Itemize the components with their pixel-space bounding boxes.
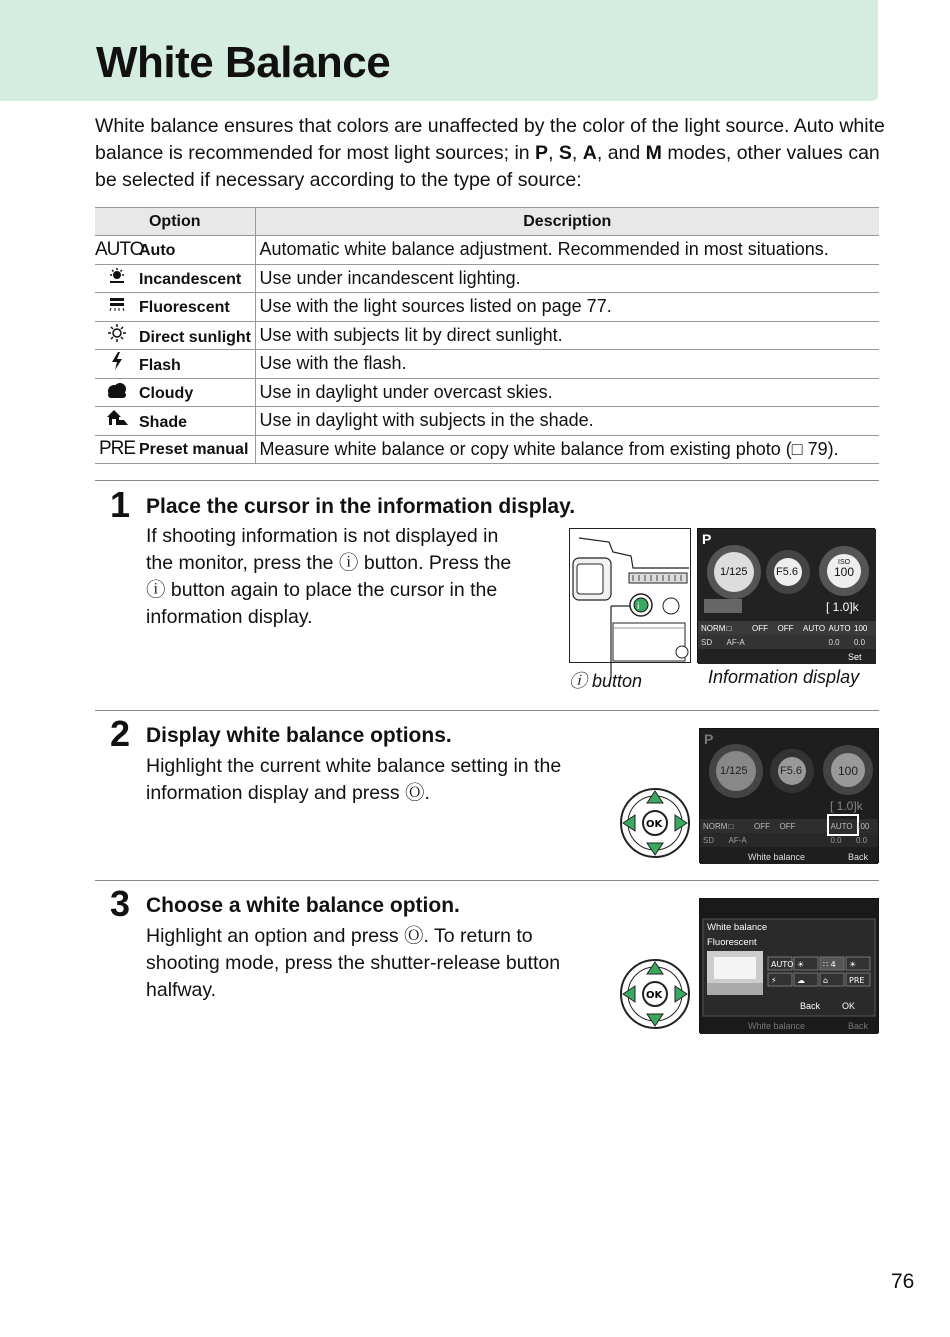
mode-letter: P [702,531,712,547]
svg-text:White balance: White balance [748,1021,806,1031]
svg-text:1/125: 1/125 [720,566,748,578]
info-display-screen [697,528,875,663]
step-body-line: the monitor, press the ⓘ button. Press the [146,552,512,574]
description-cell: Use with the flash. [255,350,879,379]
description-cell: Automatic white balance adjustment. Recommended in most situations. [255,236,879,265]
svg-text:OK: OK [842,1001,856,1011]
wb-option-label: ⌂ [823,976,829,985]
svg-text:White balance: White balance [748,852,806,862]
description-cell: Use in daylight with subjects in the shade. [255,407,879,436]
screen-cell: SD [701,638,713,647]
svg-text:F5.6: F5.6 [776,566,799,578]
intro-text-1: White balance ensures that colors are unaffected by the color of the light source. Auto white balance is recommended for most light sources; in [95,115,885,164]
step-body [146,523,511,631]
screen-cell: AF-A [726,638,745,647]
option-name: Incandescent [139,270,242,288]
description-cell: Use in daylight under overcast skies. [255,378,879,407]
step-body-line: ⓘ button again to place the cursor in the [146,579,498,601]
step-body-line: Highlight the current white balance setting in the [146,755,562,777]
info-display-dim-graphic [700,729,878,864]
svg-text:Back: Back [800,1001,821,1011]
table-row [95,236,879,265]
step-divider [95,710,879,711]
incandescent-icon [95,268,139,289]
option-cell [95,321,255,350]
wb-option-label: ☁ [797,976,805,985]
step-number: 2 [110,713,131,754]
screen-cell: 0.0 [828,638,840,647]
option-name: Preset manual [139,441,249,459]
option-name: Fluorescent [139,299,230,317]
option-cell [95,378,255,407]
step-body [146,923,560,1004]
table-row [95,407,879,436]
table-row [95,378,879,407]
fluorescent-icon [95,296,139,317]
info-display-graphic [698,529,876,664]
preset-icon: PRE [98,438,136,460]
mode-a: A [582,142,597,164]
step-body-line: information display and press Ⓞ. [146,782,430,804]
step-body-line: If shooting information is not displayed in [146,525,499,547]
screen-cell: AUTO [803,624,826,633]
svg-text:100: 100 [838,764,859,778]
option-cell [95,350,255,379]
svg-text:F5.6: F5.6 [780,765,803,777]
option-cell [95,407,255,436]
step-heading: Place the cursor in the information display. [146,495,576,518]
intro-sep: , and [596,142,646,164]
multi-selector-ok-icon [619,787,691,859]
page-number: 76 [891,1270,915,1293]
step-body-line: Highlight an option and press Ⓞ. To return to [146,925,533,947]
option-name: Direct sunlight [139,328,252,346]
svg-text:Back: Back [848,1021,869,1031]
white-balance-menu-graphic [700,899,878,1034]
table-row [95,435,879,464]
option-cell [95,435,255,464]
flash-icon [95,352,139,375]
caption-info-display: Information display [708,667,860,687]
screen-cell: OFF [752,624,768,633]
step-body [146,753,561,807]
table-header-row [95,208,879,236]
step-divider [95,480,879,481]
option-name: Cloudy [139,384,194,402]
screen-cell: AF-A [728,836,747,845]
caption-button: ⓘ button [569,671,643,691]
screen-cell: 100 [854,624,868,633]
step-body-line: halfway. [146,979,217,1001]
screen-cell: OFF [777,624,794,633]
screen-cell: □ [728,822,734,831]
step-number: 1 [110,484,131,525]
wb-option-label: ☀ [849,960,857,969]
step-heading: Display white balance options. [146,724,452,747]
svg-text:[ 1.0]k: [ 1.0]k [826,600,859,614]
svg-text:P: P [704,731,714,747]
svg-text:Set: Set [848,652,862,662]
svg-text:1/125: 1/125 [720,765,748,777]
description-cell: Measure white balance or copy white balance from existing photo (□ 79). [255,435,879,464]
header-option: Option [95,208,255,236]
option-cell [95,236,255,265]
table-row [95,350,879,379]
svg-text:Back: Back [848,852,869,862]
screen-cell: OFF [754,822,770,831]
screen-cell: NORM [703,822,728,831]
wb-option-label: PRE [849,976,865,985]
step-number: 3 [110,883,131,924]
svg-text:Fluorescent: Fluorescent [707,937,757,948]
option-cell [95,293,255,322]
intro-paragraph [95,113,885,194]
wb-option-label: ☀ [797,960,805,969]
svg-text:OK: OK [646,990,663,1001]
step-divider [95,880,879,881]
step-body-line: shooting mode, press the shutter-release button [146,952,561,974]
intro-sep: , [548,142,559,164]
svg-text:OK: OK [646,819,663,830]
cloudy-icon [95,382,139,403]
multi-selector-ok-icon [619,958,691,1030]
option-name: Shade [139,414,188,432]
option-name: Auto [139,241,176,259]
mode-m: M [645,142,662,164]
wb-option-label: ∷ 4 [823,960,836,969]
svg-text:i: i [637,602,640,612]
header-description: Description [255,208,879,236]
description-cell: Use with the light sources listed on page 77. [255,293,879,322]
wb-option-label: ⚡ [771,976,777,985]
option-name: Flash [139,357,181,375]
table-row [95,293,879,322]
white-balance-menu-screen [699,898,879,1033]
page-title: White Balance [96,38,391,87]
wb-option-label: AUTO [771,960,794,969]
step-body-line: information display. [146,606,313,628]
intro-text-2: modes, other values can be selected if necessary according to the type of source: [95,142,880,191]
white-balance-highlight-screen [699,728,879,863]
screen-cell: 0.0 [854,638,866,647]
screen-cell: AUTO [830,822,853,831]
mode-p: P [535,142,549,164]
camera-back-illustration [569,528,691,684]
svg-text:White balance: White balance [707,922,768,933]
screen-cell: 0.0 [830,836,842,845]
table-row [95,264,879,293]
description-cell: Use under incandescent lighting. [255,264,879,293]
intro-sep: , [571,142,583,164]
screen-cell: SD [703,836,715,845]
screen-cell: 0.0 [856,836,868,845]
screen-cell: □ [726,624,732,633]
svg-text:[ 1.0]k: [ 1.0]k [830,799,863,813]
mode-s: S [558,142,572,164]
auto-icon: AUTO [95,238,144,260]
screen-cell: 100 [856,822,870,831]
option-cell [95,264,255,293]
screen-cell: NORM [701,624,726,633]
direct-sunlight-icon [95,324,139,347]
step-heading: Choose a white balance option. [146,894,460,917]
description-cell: Use with subjects lit by direct sunlight. [255,321,879,350]
screen-cell: OFF [779,822,796,831]
white-balance-table [95,207,879,464]
shade-icon [95,409,139,432]
table-row [95,321,879,350]
svg-text:ISO: ISO [838,559,851,566]
screen-cell: AUTO [828,624,851,633]
svg-text:100: 100 [834,565,855,579]
